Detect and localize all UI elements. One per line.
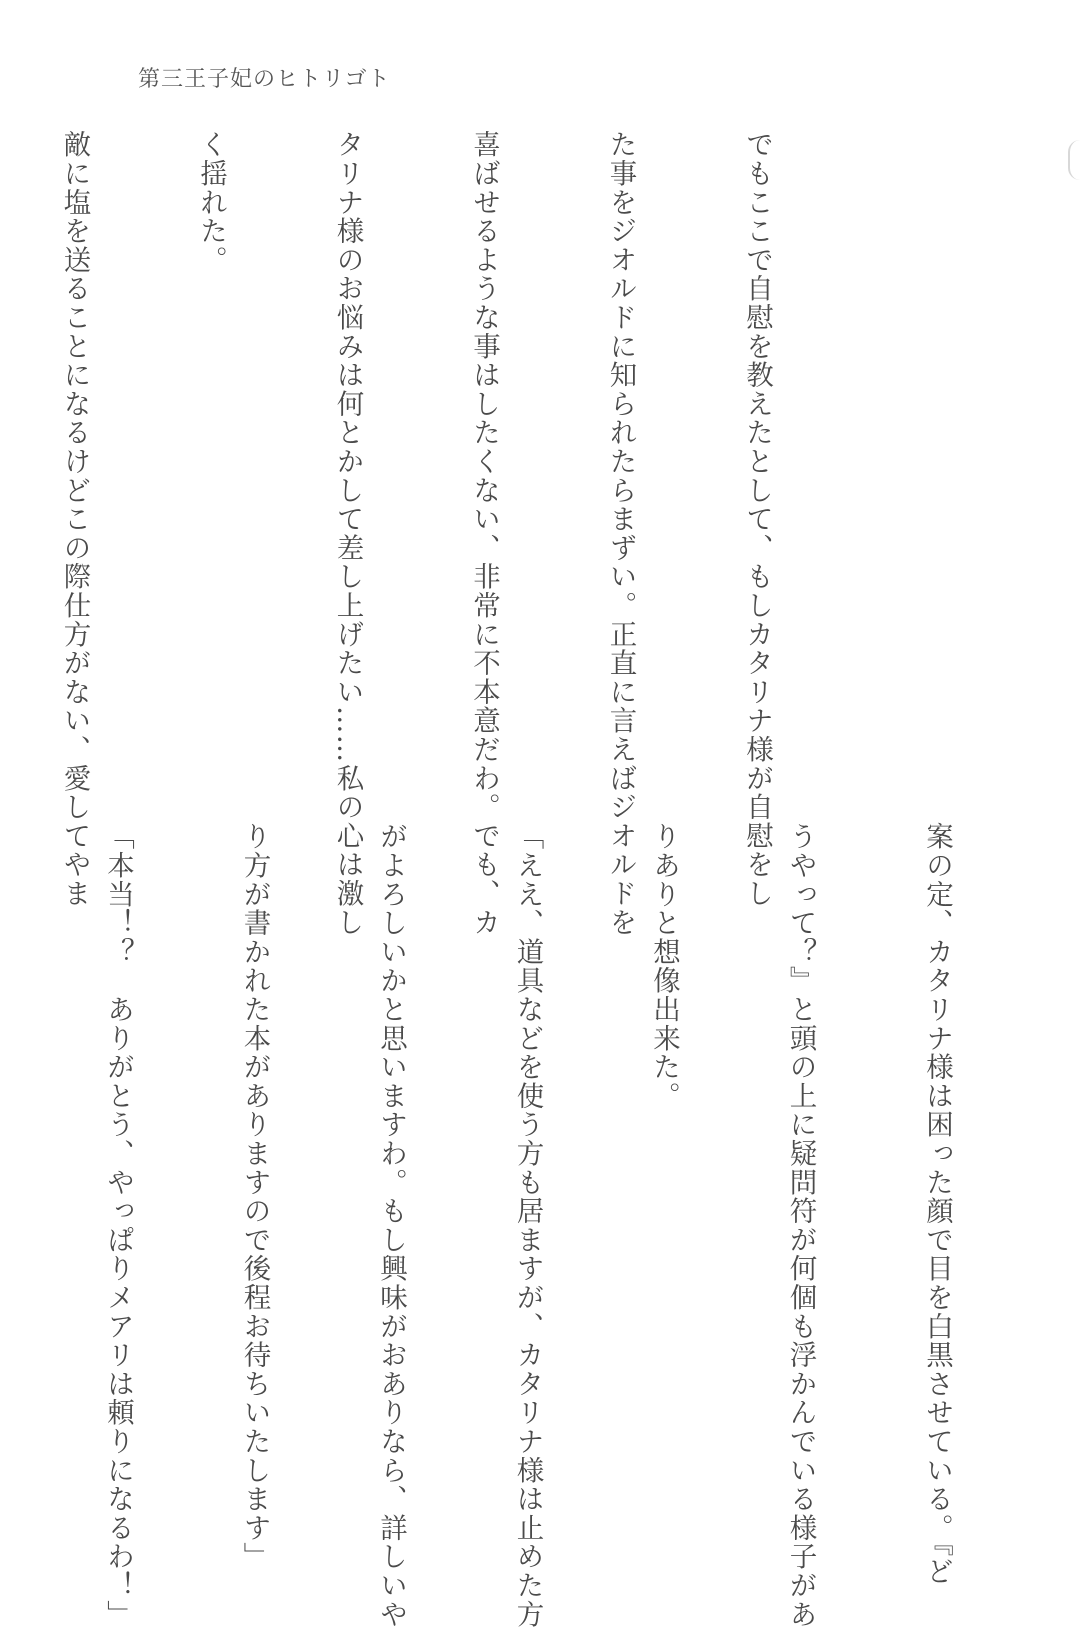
text-line: く揺れた。: [195, 130, 227, 274]
text-line: うやって？』と頭の上に疑問符が何個も浮かんでいる様子があ: [784, 822, 817, 1628]
text-line: た事をジオルドに知られたらまずい。正直に言えばジオルドを: [604, 130, 637, 937]
text-line: タリナ様のお悩みは何とかして差し上げたい……私の心は激し: [331, 130, 364, 937]
text-line: りありと想像出来た。: [648, 822, 680, 1110]
text-line: 「ええ、道具などを使う方も居ますが、カタリナ様は止めた方: [511, 822, 544, 1628]
text-line: 喜ばせるような事はしたくない、非常に不本意だわ。でも、カ: [468, 130, 500, 937]
lower-text-block: [0, 822, 1050, 1628]
text-line: [0, 822, 4, 1462]
text-line: 案の定、カタリナ様は困った顔で目を白黒させている。『ど: [921, 822, 953, 1586]
upper-text-block: [0, 130, 870, 937]
text-line: がよろしいかと思いますわ。もし興味がおありなら、詳しいや: [375, 822, 407, 1628]
text-line: でもここで自慰を教えたとして、もしカタリナ様が自慰をし: [741, 130, 773, 908]
text-line: 「本当！？ ありがとう、やっぱりメアリは頼りになるわ！」: [102, 822, 134, 1628]
page-edge-mark: [1068, 140, 1080, 180]
running-head: 第三王子妃のヒトリゴト: [138, 67, 391, 92]
text-line: 敵に塩を送ることになるけどこの際仕方がない、愛してやま: [58, 130, 91, 908]
text-line: り方が書かれた本がありますので後程お待ちいたします」: [238, 822, 271, 1571]
